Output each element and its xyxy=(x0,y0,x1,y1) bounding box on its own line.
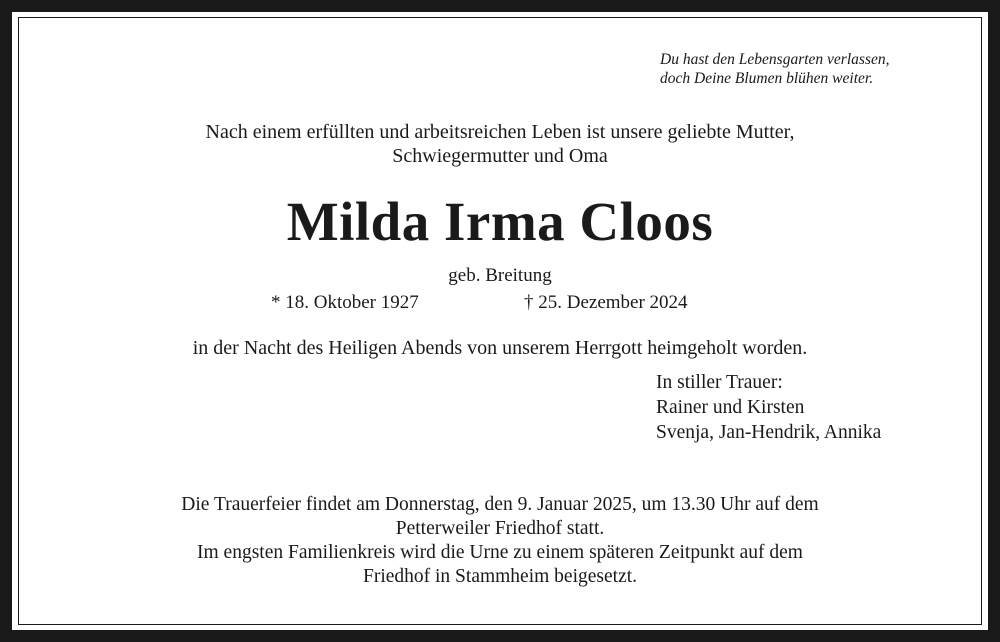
obituary-notice xyxy=(12,12,988,630)
funeral-line-3: Im engsten Familienkreis wird die Urne zu einem späteren Zeitpunkt auf dem xyxy=(197,542,803,563)
mourners-line-2: Svenja, Jan-Hendrik, Annika xyxy=(656,422,882,443)
funeral-info xyxy=(12,493,988,589)
memorial-quote xyxy=(660,50,960,88)
funeral-line-2: Petterweiler Friedhof statt. xyxy=(395,518,605,539)
maiden-name: geb. Breitung xyxy=(448,265,552,286)
funeral-line-4: Friedhof in Stammheim beigesetzt. xyxy=(362,566,638,587)
mourners-line-1: Rainer und Kirsten xyxy=(656,397,805,418)
passing-line: in der Nacht des Heiligen Abends von unserem Herrgott heimgeholt worden. xyxy=(192,337,808,359)
mourners-heading: In stiller Trauer: xyxy=(656,372,783,393)
quote-line-2: doch Deine Blumen blühen weiter. xyxy=(660,70,874,87)
intro-text xyxy=(12,120,988,168)
quote-line-1: Du hast den Lebensgarten verlassen, xyxy=(660,51,890,68)
funeral-line-1: Die Trauerfeier findet am Donnerstag, den 9. Januar 2025, um 13.30 Uhr auf dem xyxy=(181,494,819,515)
birth-date: * 18. Oktober 1927 xyxy=(271,292,419,313)
death-date: † 25. Dezember 2024 xyxy=(524,292,688,313)
deceased-name: Milda Irma Cloos xyxy=(286,191,714,252)
intro-line-1: Nach einem erfüllten und arbeitsreichen Leben ist unsere geliebte Mutter, xyxy=(205,121,795,143)
mourners-block xyxy=(656,370,881,445)
passing-text xyxy=(12,336,988,360)
intro-line-2: Schwiegermutter und Oma xyxy=(392,145,608,167)
